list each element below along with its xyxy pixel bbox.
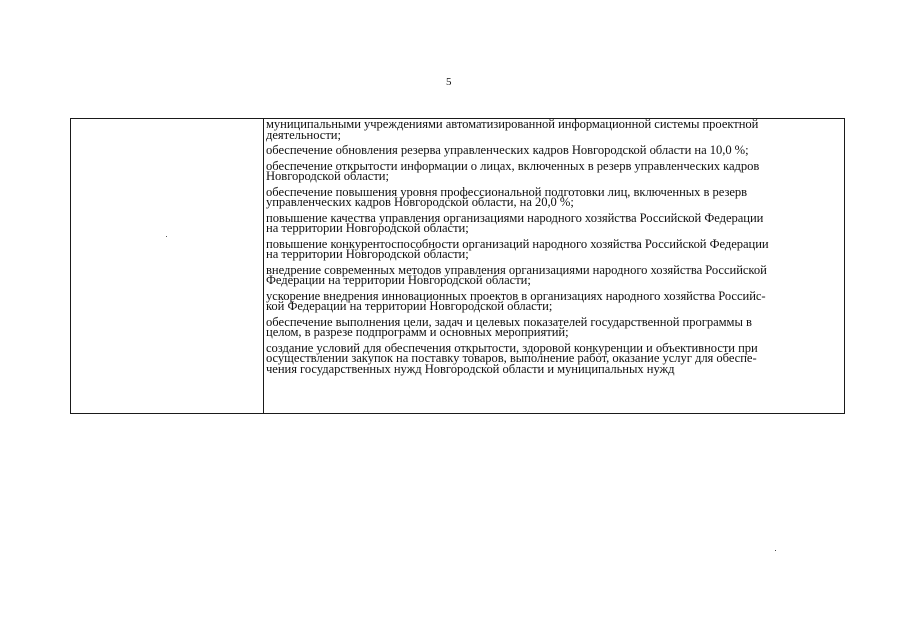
item-line: на территории Новгородской области;: [266, 221, 469, 235]
table-content-cell: [265, 119, 844, 374]
list-item: [266, 262, 840, 287]
list-item: [266, 314, 840, 339]
item-line: осуществлении закупок на поставку товаров, выполнение работ, оказание услуг для обеспе-: [266, 351, 757, 365]
item-line: Новгородской области;: [266, 169, 389, 183]
results-table: [70, 118, 845, 414]
list-item: [266, 236, 840, 261]
item-line: на территории Новгородской области;: [266, 247, 469, 261]
scan-speck: [775, 550, 776, 551]
list-item: [266, 210, 840, 235]
table-label-cell: [71, 119, 264, 413]
list-item: [266, 119, 840, 140]
item-line: муниципальными учреждениями автоматизированной информационной системы проектной: [266, 117, 759, 131]
list-item: [266, 340, 840, 376]
item-line: повышение качества управления организациями народного хозяйства Российской Федерации: [266, 210, 764, 225]
item-line: управленческих кадров Новгородской области, на 20,0 %;: [266, 195, 574, 209]
item-line: чения государственных нужд Новгородской области и муниципальных нужд: [266, 361, 675, 376]
list-item: [266, 288, 840, 313]
scan-speck: [166, 236, 167, 237]
item-line: целом, в разрезе подпрограмм и основных мероприятий;: [266, 325, 569, 339]
item-line: деятельности;: [266, 127, 341, 142]
item-line: обеспечение повышения уровня профессиональной подготовки лиц, включенных в резерв: [266, 184, 748, 199]
list-item: [266, 184, 840, 209]
item-line: внедрение современных методов управления организациями народного хозяйства Российской: [266, 262, 767, 277]
page-number: 5: [446, 76, 452, 88]
item-line: ускорение внедрения инновационных проектов в организациях народного хозяйства Российс-: [266, 288, 766, 303]
item-line: обеспечение обновления резерва управленческих кадров Новгородской области на 10,0 %;: [266, 143, 749, 157]
item-line: создание условий для обеспечения открытости, здоровой конкуренции и объективности при: [266, 340, 758, 355]
item-line: Федерации на территории Новгородской области;: [266, 273, 531, 287]
item-line: обеспечение выполнения цели, задач и целевых показателей государственной программы в: [266, 314, 752, 329]
item-line: повышение конкурентоспособности организаций народного хозяйства Российской Федерации: [266, 236, 769, 251]
list-item: [266, 158, 840, 183]
item-line: обеспечение открытости информации о лицах, включенных в резерв управленческих кадров: [266, 158, 760, 173]
item-line: кой Федерации на территории Новгородской области;: [266, 299, 553, 313]
list-item: [266, 145, 840, 156]
